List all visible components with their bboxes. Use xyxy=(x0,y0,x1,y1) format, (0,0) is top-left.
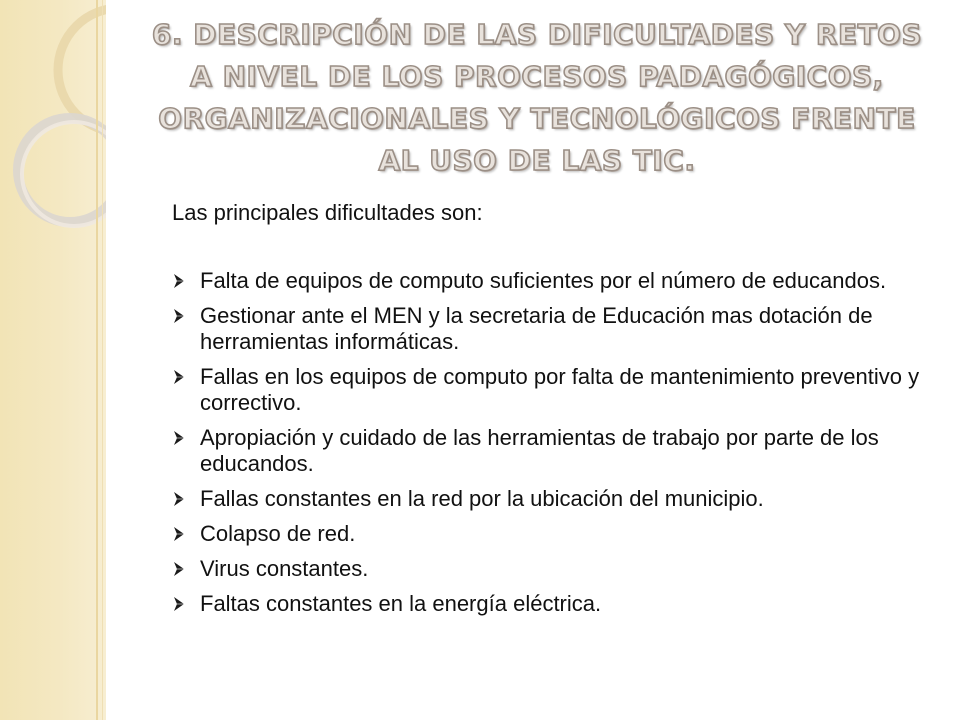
list-item xyxy=(170,268,930,294)
list-item-text: Fallas en los equipos de computo por falta de mantenimiento preventivo y correctivo. xyxy=(200,364,920,415)
slide-title: 6. DESCRIPCIÓN DE LAS DIFICULTADES Y RETOS A NIVEL DE LOS PROCESOS PADAGÓGICOS, ORGANIZACIONALES Y TECNOLÓGICOS FRENTE AL USO DE LAS TIC. xyxy=(151,18,923,177)
arrowhead-bullet-icon xyxy=(172,307,186,325)
list-item-text: Fallas constantes en la red por la ubicación del municipio. xyxy=(200,486,764,511)
list-item-text: Apropiación y cuidado de las herramientas de trabajo por parte de los educandos. xyxy=(200,425,879,476)
side-decoration-band xyxy=(0,0,106,720)
list-item xyxy=(170,556,930,582)
band-divider-line-thin xyxy=(102,0,103,720)
intro-text: Las principales dificultades son: xyxy=(172,200,483,225)
arrowhead-bullet-icon xyxy=(172,429,186,447)
arrowhead-bullet-icon xyxy=(172,560,186,578)
decorative-circles xyxy=(0,0,106,300)
list-item xyxy=(170,521,930,547)
list-item xyxy=(170,591,930,617)
list-item xyxy=(170,425,930,477)
list-item-text: Colapso de red. xyxy=(200,521,356,546)
band-divider-line xyxy=(96,0,98,720)
list-item xyxy=(170,303,930,355)
list-item-text: Faltas constantes en la energía eléctrica. xyxy=(200,591,602,616)
arrowhead-bullet-icon xyxy=(172,490,186,508)
arrowhead-bullet-icon xyxy=(172,272,186,290)
arrowhead-bullet-icon xyxy=(172,368,186,386)
list-item xyxy=(170,364,930,416)
list-item-text: Falta de equipos de computo suficientes por el número de educandos. xyxy=(200,268,887,293)
arrowhead-bullet-icon xyxy=(172,525,186,543)
list-item-text: Virus constantes. xyxy=(200,556,369,581)
list-item xyxy=(170,486,930,512)
arrowhead-bullet-icon xyxy=(172,595,186,613)
difficulties-list xyxy=(170,268,930,626)
list-item-text: Gestionar ante el MEN y la secretaria de Educación mas dotación de herramientas informáticas. xyxy=(200,303,873,354)
deco-ring-shadow xyxy=(22,122,106,226)
